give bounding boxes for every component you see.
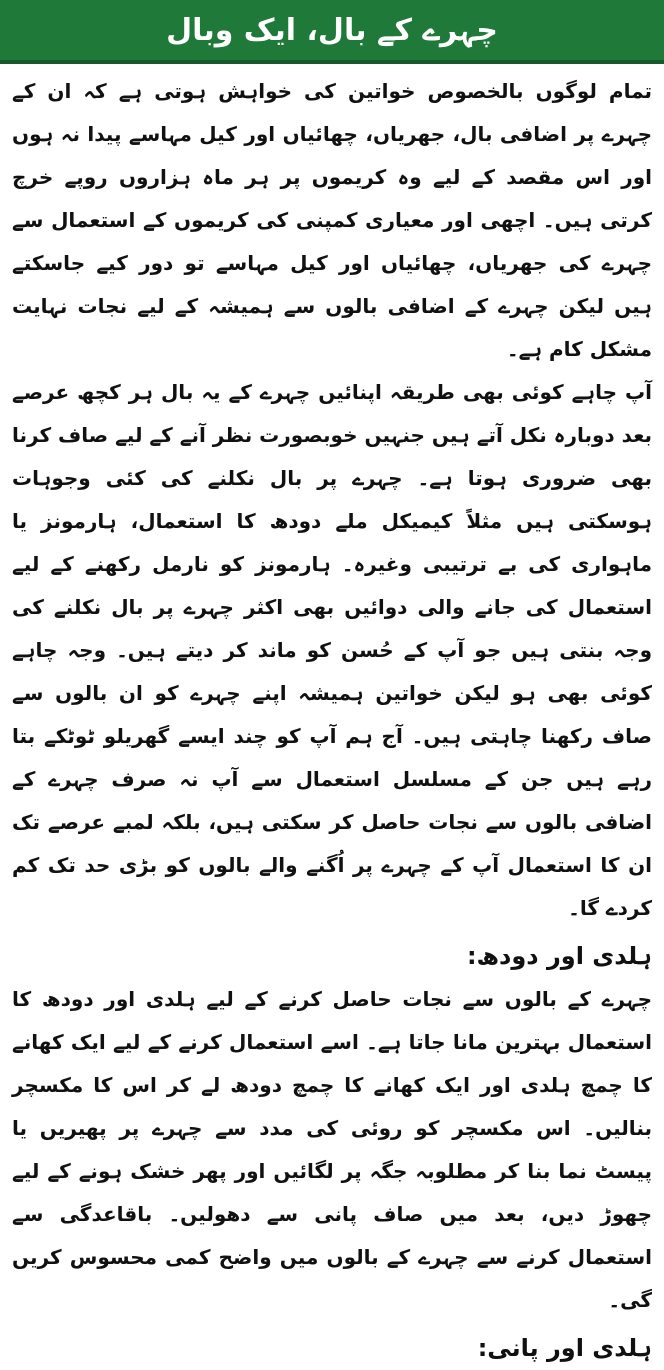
intro-paragraph: تمام لوگوں بالخصوص خواتین کی خواہش ہوتی ہے کہ ان کے چہرے پر اضافی بال، جھریاں، چھائیاں اور کیل مہاسے پیدا نہ ہوں اور اس مقصد کے لیے وہ کریموں پر ہر ماہ ہزاروں روپے خرچ کرتی ہیں۔ اچھی اور معیاری کمپنی کی کریموں کے استعمال سے چہرے کی جھریاں، چھائیاں اور کیل مہاسے تو دور کیے جاسکتے ہیں لیکن چہرے کے اضافی بالوں سے ہمیشہ کے لیے نجات نہایت مشکل کام ہے۔ [12, 79, 652, 361]
causes-paragraph: آپ چاہے کوئی بھی طریقہ اپنائیں چہرے کے یہ بال ہر کچھ عرصے بعد دوبارہ نکل آتے ہیں جنہیں خوبصورت نظر آنے کے لیے صاف کرنا بھی ضروری ہوتا ہے۔ چہرے پر بال نکلنے کی کئی وجوہات ہوسکتی ہیں مثلاً کیمیکل ملے دودھ کا استعمال، ہارمونز یا ماہواری کی بے ترتیبی وغیرہ۔ ہارمونز کو نارمل رکھنے کے لیے استعمال کی جانے والی دوائیں بھی اکثر چہرے پر بال نکلنے کی وجہ بنتی ہیں جو آپ کے حُسن کو ماند کر دیتے ہیں۔ وجہ چاہے کوئی بھی ہو لیکن خواتین ہمیشہ اپنے چہرے کو ان بالوں سے صاف رکھنا چاہتی ہیں۔ آج ہم آپ کو چند ایسے گھریلو ٹوٹکے بتا رہے ہیں جن کے مسلسل استعمال سے آپ نہ صرف چہرے کے اضافی بالوں سے نجات حاصل کر سکتی ہیں، بلکہ لمبے عرصے تک ان کا استعمال آپ کے چہرے پر اُگنے والے بالوں کو بڑی حد تک کم کردے گا۔ [11, 380, 652, 920]
section-body-turmeric-milk: چہرے کے بالوں سے نجات حاصل کرنے کے لیے ہلدی اور دودھ کا استعمال بہترین مانا جاتا ہے۔ اسے استعمال کرنے کے لیے ایک کھانے کا چمچ ہلدی اور ایک کھانے کا چمچ دودھ لے کر اس کا مکسچر بنالیں۔ اس مکسچر کو روئی کی مدد سے چہرے پر پھیریں یا پیسٹ نما بنا کر مطلوبہ جگہ پر لگائیں اور پھر خشک ہونے کے لیے چھوڑ دیں، بعد میں صاف پانی سے دھولیں۔ باقاعدگی سے استعمال کرنے سے چہرے کے بالوں میں واضح کمی محسوس کریں گی۔ [12, 987, 652, 1312]
article-body [0, 64, 664, 1370]
section-heading-turmeric-milk: ہلدی اور دودھ: [466, 942, 652, 970]
title-banner [0, 0, 664, 64]
section-heading-turmeric-water: ہلدی اور پانی: [477, 1334, 652, 1362]
article-title: چہرے کے بال، ایک وبال [166, 12, 498, 48]
